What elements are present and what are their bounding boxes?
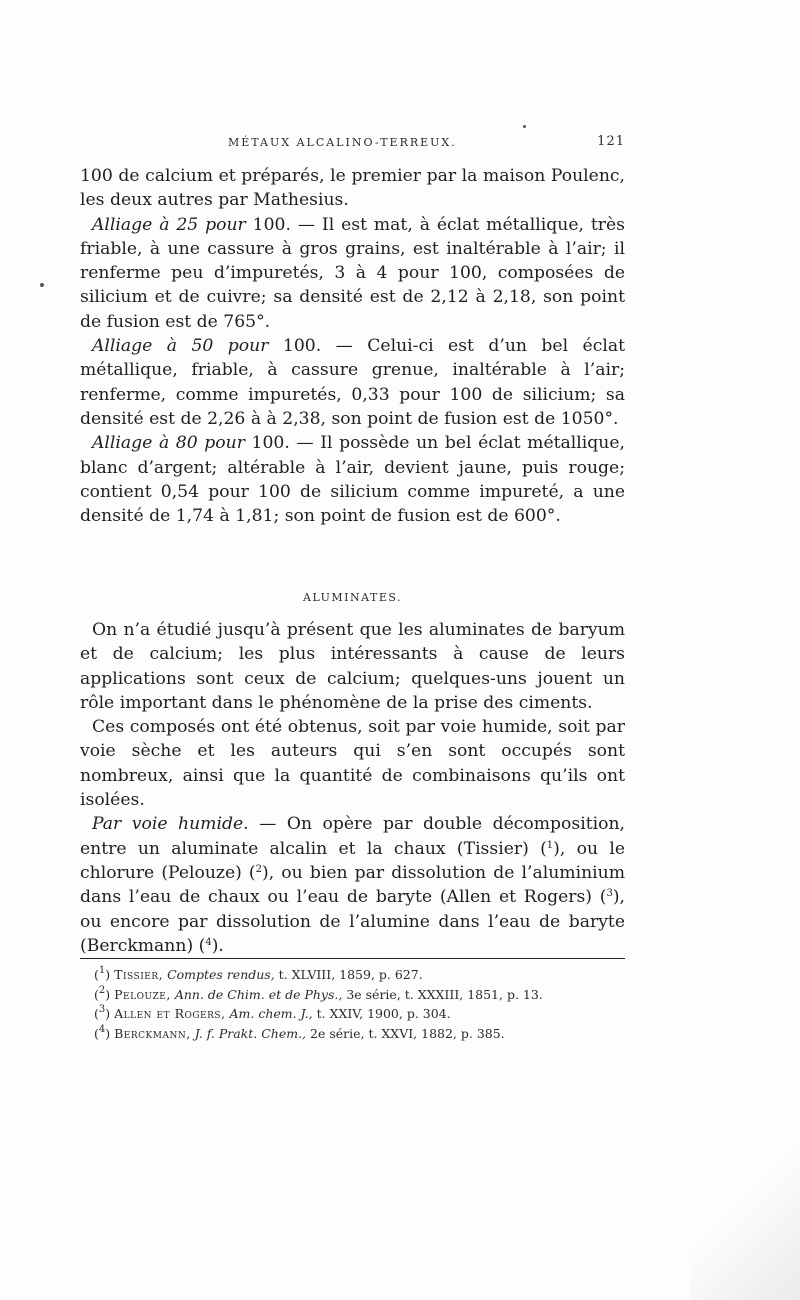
voie-humide-label: Par voie humide. — [92, 814, 249, 835]
footnote-ref-1[interactable]: 1 — [546, 839, 554, 851]
footnote-4-source: J. f. Prakt. Chem., — [194, 1025, 307, 1041]
footnote-divider — [80, 958, 625, 959]
ink-speck — [40, 283, 44, 287]
paragraph-voie-humide — [80, 812, 625, 958]
page-number: 121 — [597, 134, 625, 149]
footnote-ref-2[interactable]: 2 — [255, 863, 263, 875]
voie-humide-text-b: ), ou le chlorure (Pelouze) ( — [80, 838, 626, 883]
footnote-2-source: Ann. de Chim. et de Phys., — [174, 986, 343, 1002]
voie-humide-text-d: ), ou encore par dissolution de l’alumine dans l’eau de baryte (Berckmann) ( — [80, 887, 625, 956]
page-edge-shadow — [690, 1140, 800, 1300]
footnote-4-author: Berckmann, — [114, 1025, 191, 1041]
footnote-1-number: 1 — [98, 965, 106, 976]
footnote-3-details: t. XXIV, 1900, p. 304. — [312, 1006, 451, 1021]
footnotes — [80, 965, 625, 1043]
paragraph-aluminates-composes: Ces composés ont été obtenus, soit par voie humide, soit par voie sèche et les auteurs qui s’en sont occupés sont nombreux, ainsi que la quantité de combinaisons qu’ils ont isolées. — [80, 717, 625, 811]
alliage-80-text: 100. — Il possède un bel éclat métallique, blanc d’argent; altérable à l’air, devient jaune, puis rouge; contient 0,54 pour 100 de silicium comme impureté, a une densité de 1,74 à 1,81; son point de fusion est de 600°. — [80, 433, 625, 527]
footnote-3-number: 3 — [98, 1004, 106, 1015]
footnote-1-author: Tissier, — [114, 967, 164, 982]
ink-speck — [523, 125, 526, 128]
footnote-1-details: t. XLVIII, 1859, p. 627. — [274, 967, 423, 982]
voie-humide-text-c: ), ou bien par dissolution de l’aluminium dans l’eau de chaux ou l’eau de baryte (Allen et Rogers) ( — [80, 862, 625, 908]
footnote-2: ($^2$) Pelouze, Ann. de Chim. et de Phys., 3e série, t. XXXIII, 1851, p. 13. — [94, 984, 543, 1002]
footnote-2-details: 3e série, t. XXXIII, 1851, p. 13. — [342, 986, 543, 1002]
running-title: MÉTAUX ALCALINO-TERREUX. — [228, 136, 457, 149]
footnote-2-number: 2 — [98, 984, 106, 996]
alliage-80-label: Alliage à 80 pour — [92, 433, 245, 454]
aluminates-text-block — [80, 618, 625, 958]
footnote-ref-4[interactable]: 4 — [205, 936, 212, 948]
footnote-1-source: Comptes rendus, — [167, 967, 275, 982]
footnote-3: ($^3$) Allen et Rogers, Am. chem. J., t. XXIV, 1900, p. 304. — [94, 1004, 451, 1021]
paragraph-alliage-80 — [80, 431, 625, 528]
alliage-25-text: 100. — Il est mat, à éclat métallique, très friable, à une cassure à gros grains, est inaltérable à l’air; il renferme peu d’impuretés, 3 à 4 pour 100, composées de silicium et de cuivre; sa densité est de 2,12 à 2,18, son point de fusion est de 765°. — [80, 214, 626, 332]
footnote-3-source: Am. chem. J., — [229, 1006, 313, 1021]
footnote-1: ($^1$) Tissier, Comptes rendus, t. XLVIII, 1859, p. 627. — [94, 965, 423, 982]
section-heading-aluminates: ALUMINATES. — [303, 591, 402, 604]
voie-humide-text-e: ). — [211, 935, 224, 956]
paragraph-continuation: 100 de calcium et préparés, le premier par la maison Poulenc, les deux autres par Mathesius. — [80, 166, 625, 211]
footnote-4-details: 2e série, t. XXVI, 1882, p. 385. — [306, 1025, 505, 1041]
footnote-3-author: Allen et Rogers, — [114, 1006, 226, 1021]
paragraph-aluminates-intro: On n’a étudié jusqu’à présent que les aluminates de baryum et de calcium; les plus intéressants à cause de leurs applications sont ceux de calcium; quelques-uns jouent un rôle important dans le phénomène de la prise des ciments. — [80, 620, 625, 713]
footnote-4: ($^4$) Berckmann, J. f. Prakt. Chem., 2e série, t. XXVI, 1882, p. 385. — [94, 1023, 505, 1041]
paragraph-alliage-25 — [80, 213, 625, 334]
footnote-4-number: 4 — [98, 1023, 106, 1035]
footnote-2-author: Pelouze, — [114, 986, 171, 1002]
alliage-50-label: Alliage à 50 pour — [92, 336, 269, 357]
main-text-block — [80, 164, 625, 528]
voie-humide-text-a: — On opère par double décomposition, entre un aluminate alcalin et la chaux (Tissier) ( — [80, 814, 625, 859]
footnote-ref-3[interactable]: 3 — [606, 888, 613, 900]
alliage-50-text: 100. — Celui-ci est d’un bel éclat métallique, friable, à cassure grenue, inaltérable à l’air; renferme, comme impuretés, 0,33 pour 100 de silicium; sa densité est de 2,26 à à 2,38, son point de fusion est de 1050°. — [80, 336, 626, 429]
running-header — [80, 134, 625, 154]
alliage-25-label: Alliage à 25 pour — [92, 214, 246, 235]
paragraph-alliage-50 — [80, 334, 625, 431]
